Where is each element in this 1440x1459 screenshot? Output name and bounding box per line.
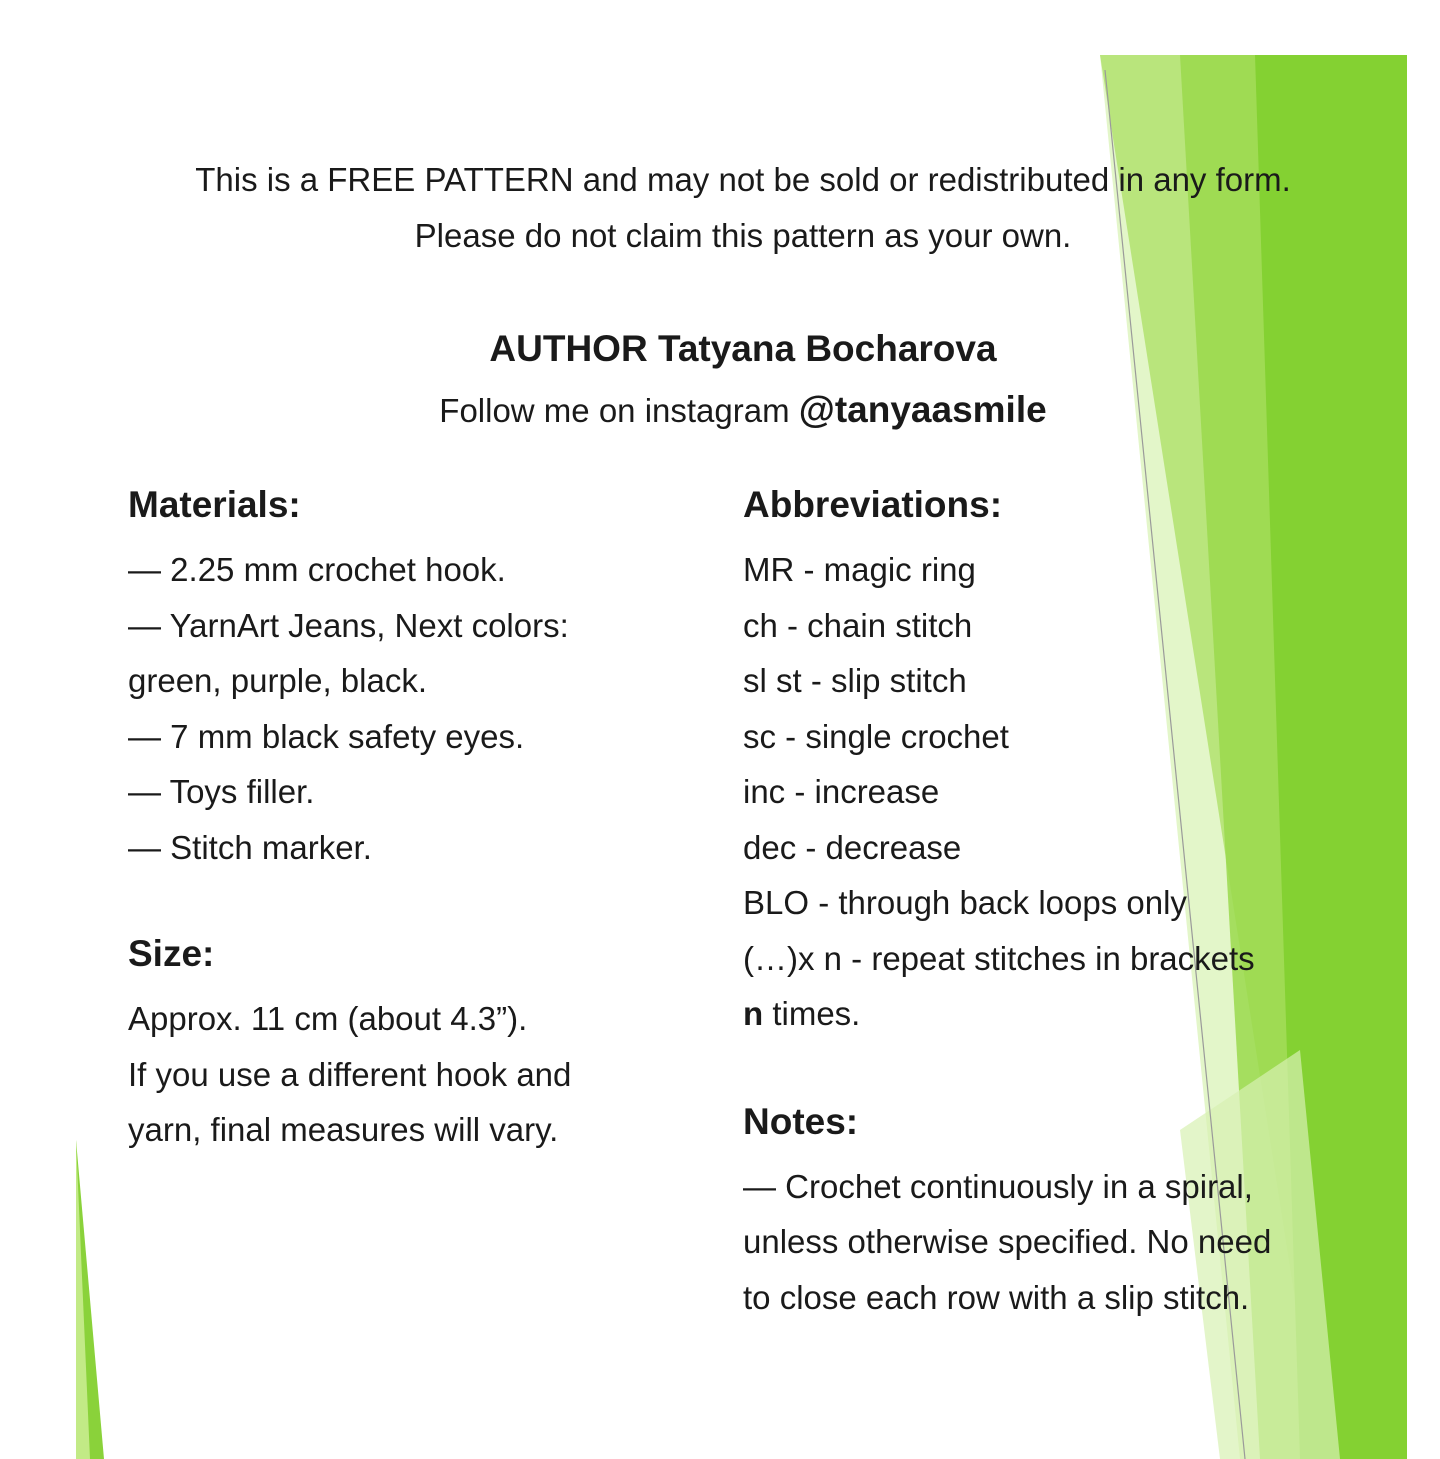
right-column <box>743 483 1363 1325</box>
abbreviation-item: BLO - through back loops only <box>743 884 1187 921</box>
materials-heading: Materials: <box>128 484 301 525</box>
abbreviation-item: sl st - slip stitch <box>743 662 967 699</box>
notes-line: unless otherwise specified. No need <box>743 1223 1272 1260</box>
abbreviation-n-bold: n <box>743 995 764 1032</box>
materials-item: — YarnArt Jeans, Next colors: <box>128 606 569 644</box>
abbreviation-item: inc - increase <box>743 773 940 810</box>
instagram-follow-line <box>0 390 1440 431</box>
notes-heading: Notes: <box>743 1100 859 1142</box>
materials-item: — 7 mm black safety eyes. <box>128 717 525 755</box>
abbreviation-item: dec - decrease <box>743 828 962 866</box>
abbreviation-item: MR - magic ring <box>743 551 976 588</box>
free-pattern-notice: This is a FREE PATTERN and may not be sold or redistributed in any form. <box>195 161 1291 198</box>
author-line: AUTHOR Tatyana Bocharova <box>489 328 997 369</box>
ownership-notice: Please do not claim this pattern as your own. <box>414 217 1072 254</box>
abbreviation-item: sc - single crochet <box>743 717 1009 755</box>
materials-item: green, purple, black. <box>128 662 428 699</box>
left-column <box>128 483 688 1158</box>
abbreviation-item-continued <box>743 986 1363 1042</box>
follow-text: Follow me on instagram <box>439 392 799 429</box>
notes-line: — Crochet continuously in a spiral, <box>743 1167 1253 1205</box>
size-line: yarn, final measures will vary. <box>128 1111 559 1148</box>
notes-line: to close each row with a slip stitch. <box>743 1278 1250 1316</box>
materials-item: — Toys filler. <box>128 773 315 810</box>
size-heading: Size: <box>128 933 215 974</box>
materials-item: — Stitch marker. <box>128 828 372 866</box>
abbreviations-heading: Abbreviations: <box>743 484 1003 525</box>
materials-item: — 2.25 mm crochet hook. <box>128 551 506 588</box>
abbreviation-times: times. <box>763 995 861 1032</box>
size-line: If you use a different hook and <box>128 1055 572 1093</box>
instagram-handle: @tanyaasmile <box>798 389 1047 430</box>
abbreviation-item: (…)x n - repeat stitches in brackets <box>743 939 1255 977</box>
size-line: Approx. 11 cm (about 4.3”). <box>128 1000 528 1037</box>
abbreviation-item: ch - chain stitch <box>743 606 973 644</box>
